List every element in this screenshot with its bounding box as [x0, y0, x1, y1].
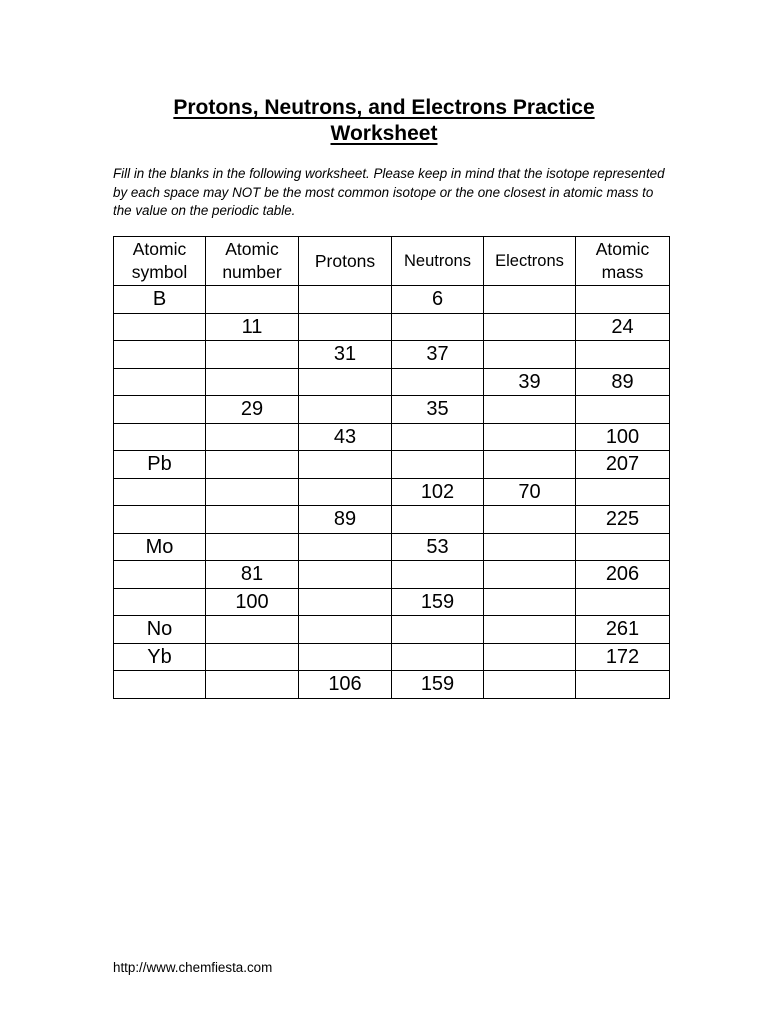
cell-neutrons: [392, 643, 484, 671]
footer-url: http://www.chemfiesta.com: [113, 960, 273, 975]
table-body: [114, 286, 670, 699]
table-row: [114, 506, 670, 534]
cell-neutrons: [392, 616, 484, 644]
cell-atomic-symbol: [114, 341, 206, 369]
header-atomic-symbol: Atomic symbol: [114, 237, 206, 286]
cell-atomic-symbol: [114, 561, 206, 589]
cell-atomic-mass: [576, 341, 670, 369]
cell-protons: [299, 616, 392, 644]
cell-protons: [299, 643, 392, 671]
cell-electrons: [484, 423, 576, 451]
cell-protons: 43: [299, 423, 392, 451]
table-row: [114, 616, 670, 644]
cell-atomic-number: [206, 451, 299, 479]
cell-atomic-number: [206, 368, 299, 396]
cell-atomic-number: 100: [206, 588, 299, 616]
cell-atomic-symbol: Yb: [114, 643, 206, 671]
cell-atomic-symbol: [114, 313, 206, 341]
cell-neutrons: 102: [392, 478, 484, 506]
cell-atomic-number: 29: [206, 396, 299, 424]
cell-atomic-mass: 206: [576, 561, 670, 589]
cell-atomic-symbol: [114, 368, 206, 396]
header-atomic-number: Atomic number: [206, 237, 299, 286]
table-row: [114, 588, 670, 616]
cell-atomic-symbol: [114, 423, 206, 451]
cell-neutrons: 53: [392, 533, 484, 561]
cell-atomic-mass: 100: [576, 423, 670, 451]
cell-protons: 31: [299, 341, 392, 369]
cell-electrons: [484, 313, 576, 341]
cell-protons: [299, 286, 392, 314]
cell-electrons: [484, 643, 576, 671]
table-row: [114, 451, 670, 479]
cell-neutrons: [392, 368, 484, 396]
cell-atomic-symbol: B: [114, 286, 206, 314]
cell-protons: 106: [299, 671, 392, 699]
table-row: [114, 533, 670, 561]
table-row: [114, 341, 670, 369]
cell-electrons: [484, 533, 576, 561]
cell-electrons: [484, 671, 576, 699]
cell-protons: [299, 368, 392, 396]
cell-atomic-mass: 225: [576, 506, 670, 534]
cell-atomic-mass: 261: [576, 616, 670, 644]
cell-electrons: 70: [484, 478, 576, 506]
cell-atomic-mass: 89: [576, 368, 670, 396]
cell-electrons: [484, 451, 576, 479]
cell-atomic-number: [206, 671, 299, 699]
cell-protons: [299, 396, 392, 424]
table-row: [114, 561, 670, 589]
cell-protons: [299, 313, 392, 341]
table-row: [114, 423, 670, 451]
cell-protons: [299, 478, 392, 506]
table-row: [114, 478, 670, 506]
header-protons: Protons: [299, 237, 392, 286]
cell-neutrons: [392, 506, 484, 534]
instructions-text: Fill in the blanks in the following worksheet. Please keep in mind that the isotope represented by each space may NOT be the most common isotope or the one closest in atomic mass to the value on the periodic table.: [113, 166, 665, 218]
cell-protons: [299, 561, 392, 589]
table-row: [114, 313, 670, 341]
cell-protons: [299, 451, 392, 479]
header-electrons: Electrons: [484, 237, 576, 286]
worksheet-title-line-1: Protons, Neutrons, and Electrons Practice: [173, 96, 595, 119]
cell-neutrons: 37: [392, 341, 484, 369]
cell-atomic-symbol: No: [114, 616, 206, 644]
cell-atomic-mass: [576, 588, 670, 616]
cell-electrons: [484, 506, 576, 534]
cell-atomic-number: [206, 478, 299, 506]
cell-electrons: [484, 396, 576, 424]
cell-electrons: [484, 341, 576, 369]
cell-atomic-number: [206, 533, 299, 561]
cell-electrons: [484, 588, 576, 616]
cell-electrons: [484, 616, 576, 644]
cell-atomic-symbol: [114, 478, 206, 506]
cell-atomic-mass: 172: [576, 643, 670, 671]
cell-atomic-symbol: [114, 396, 206, 424]
cell-atomic-number: [206, 616, 299, 644]
cell-neutrons: 159: [392, 588, 484, 616]
cell-atomic-mass: [576, 286, 670, 314]
cell-neutrons: 6: [392, 286, 484, 314]
header-neutrons: Neutrons: [392, 237, 484, 286]
table-row: [114, 643, 670, 671]
cell-electrons: [484, 561, 576, 589]
table-header-row: [114, 237, 670, 286]
cell-atomic-symbol: [114, 506, 206, 534]
cell-atomic-symbol: Pb: [114, 451, 206, 479]
cell-atomic-symbol: Mo: [114, 533, 206, 561]
worksheet-title-line-2: Worksheet: [330, 122, 438, 145]
cell-atomic-symbol: [114, 671, 206, 699]
cell-neutrons: [392, 451, 484, 479]
cell-atomic-mass: 207: [576, 451, 670, 479]
cell-atomic-mass: [576, 478, 670, 506]
table-row: [114, 368, 670, 396]
cell-atomic-number: [206, 506, 299, 534]
header-atomic-mass: Atomic mass: [576, 237, 670, 286]
cell-atomic-mass: [576, 396, 670, 424]
cell-atomic-mass: [576, 671, 670, 699]
cell-protons: [299, 533, 392, 561]
cell-atomic-number: [206, 423, 299, 451]
cell-neutrons: [392, 423, 484, 451]
cell-atomic-number: 81: [206, 561, 299, 589]
cell-neutrons: [392, 561, 484, 589]
table-row: [114, 396, 670, 424]
cell-electrons: 39: [484, 368, 576, 396]
cell-neutrons: [392, 313, 484, 341]
cell-atomic-mass: 24: [576, 313, 670, 341]
cell-protons: 89: [299, 506, 392, 534]
cell-atomic-number: [206, 643, 299, 671]
cell-atomic-number: 11: [206, 313, 299, 341]
cell-atomic-number: [206, 286, 299, 314]
worksheet-table: [113, 236, 670, 699]
cell-neutrons: 159: [392, 671, 484, 699]
cell-atomic-number: [206, 341, 299, 369]
cell-atomic-mass: [576, 533, 670, 561]
table-row: [114, 286, 670, 314]
cell-protons: [299, 588, 392, 616]
table-row: [114, 671, 670, 699]
cell-neutrons: 35: [392, 396, 484, 424]
cell-electrons: [484, 286, 576, 314]
cell-atomic-symbol: [114, 588, 206, 616]
